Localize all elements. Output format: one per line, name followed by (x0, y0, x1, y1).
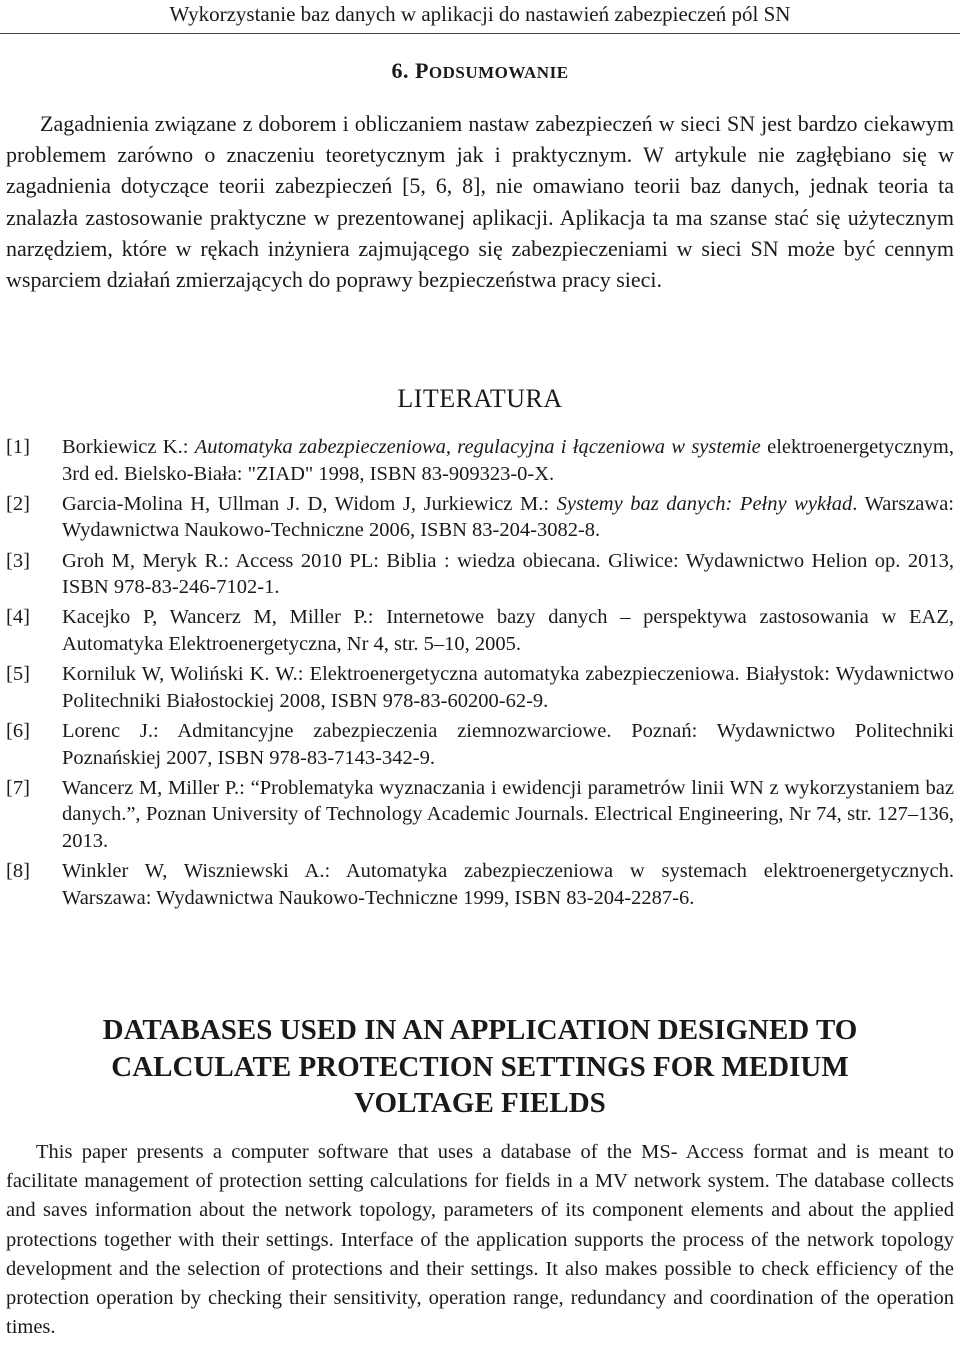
reference-item (6, 718, 954, 771)
reference-number: [7] (6, 776, 30, 799)
reference-authors: Wancerz M, Miller P.: (62, 776, 251, 799)
reference-number: [1] (6, 436, 30, 458)
english-title-line: DATABASES USED IN AN APPLICATION DESIGNED TO (102, 1014, 858, 1046)
running-header: Wykorzystanie baz danych w aplikacji do nastawień zabezpieczeń pól SN (0, 0, 960, 34)
reference-number: [5] (6, 663, 30, 686)
reference-item (6, 491, 954, 544)
reference-details: , Automatyka Elektroenergetyczna, Nr 4, str. 5–10, 2005. (62, 606, 954, 655)
reference-title: Elektroenergetyczna automatyka zabezpieczeniowa (309, 663, 735, 686)
section-title-rest: ODSUMOWANIE (428, 63, 569, 82)
reference-authors: Winkler W, Wiszniewski A.: (62, 860, 346, 883)
reference-authors: Korniluk W, Woliński K. W.: (62, 663, 310, 686)
reference-number: [2] (6, 492, 30, 515)
reference-number: [8] (6, 860, 30, 883)
reference-item (6, 775, 954, 855)
reference-item (6, 434, 954, 487)
reference-title: Problematyka wyznaczania i ewidencji parametrów linii WN z wykorzystaniem baz danych. (62, 776, 954, 826)
reference-authors: Lorenc J.: (62, 719, 178, 742)
reference-title: Access 2010 PL: Biblia : wiedza obiecana (235, 549, 596, 572)
reference-title: Systemy baz danych: Pełny wykład (556, 492, 853, 515)
reference-number: [3] (6, 549, 30, 572)
reference-details: ”, Poznan University of Technology Academic Journals. Electrical Engineering, Nr 74, str. 127–136, 2013. (62, 803, 954, 852)
reference-details: . Warszawa: Wydawnictwa Naukowo-Techniczne 2006, ISBN 83-204-3082-8. (62, 492, 954, 542)
reference-authors: Kacejko P, Wancerz M, Miller P.: (62, 606, 387, 629)
reference-details: . Białystok: Wydawnictwo Politechniki Białostockiej 2008, ISBN 978-83-60200-62-9. (62, 663, 954, 712)
reference-title: Internetowe bazy danych – perspektywa zastosowania w EAZ (386, 606, 949, 629)
section-number: 6. (391, 58, 409, 83)
literature-heading: LITERATURA (397, 384, 563, 413)
reference-item (6, 661, 954, 714)
reference-details: elektroenergetycznym, 3rd ed. Bielsko-Biała: "ZIAD" 1998, ISBN 83-909323-0-X. (62, 436, 954, 485)
reference-item (6, 548, 954, 601)
reference-list (6, 434, 954, 915)
reference-details: . Poznań: Wydawnictwo Politechniki Poznańskiej 2007, ISBN 978-83-7143-342-9. (62, 719, 954, 769)
english-title-line: VOLTAGE FIELDS (354, 1087, 606, 1119)
reference-title: Admitancyjne zabezpieczenia ziemnozwarciowe (177, 719, 607, 742)
reference-number: [4] (6, 606, 30, 629)
reference-title: Automatyka zabezpieczeniowa, regulacyjna i łączeniowa w systemie (194, 436, 761, 458)
reference-authors: Groh M, Meryk R.: (62, 549, 236, 572)
reference-item (6, 858, 954, 911)
reference-title: Automatyka zabezpieczeniowa w systemach elektroenergetycznych (345, 860, 949, 883)
english-title (40, 1012, 920, 1122)
reference-authors: Garcia-Molina H, Ullman J. D, Widom J, Jurkiewicz M.: (62, 492, 557, 515)
section-title-initial: P (414, 58, 429, 83)
reference-open-quote: “ (250, 776, 260, 799)
reference-item (6, 604, 954, 657)
reference-number: [6] (6, 719, 30, 742)
section-heading (0, 58, 960, 84)
conclusion-paragraph: Zagadnienia związane z doborem i obliczaniem nastaw zabezpieczeń w sieci SN jest bardzo ciekawym problemem zarówno o znaczeniu teoretycznym jak i praktycznym. W artykule nie zagłębiano się w zagadnienia dotyczące teorii zabezpieczeń [5, 6, 8], nie omawiano teorii baz danych, jednak teoria ta znalazła zastosowanie praktyczne w prezentowanej aplikacji. Aplikacja ta ma szanse stać się użytecznym narzędziem, które w rękach inżyniera zajmującego się zabezpieczeniami w sieci SN może być cennym wsparciem działań zmierzających do poprawy bezpieczeństwa pracy sieci. (6, 111, 954, 293)
reference-authors: Borkiewicz K.: (62, 436, 195, 458)
reference-details: . Gliwice: Wydawnictwo Helion op. 2013, ISBN 978-83-246-7102-1. (62, 549, 954, 599)
english-abstract: This paper presents a computer software that uses a database of the MS- Access format and is meant to facilitate management of protection setting calculations for fields in a MV network system. The database collects and saves information about the network topology, parameters of its component elements and about the applied protections together with their settings. Interface of the application supports the process of the network topology development and the selection of protections and their settings. It also makes possible to check efficiency of the protection operation by checking their sensitivity, operation range, redundancy and coordination of the operation times. (6, 1141, 954, 1339)
english-title-line: CALCULATE PROTECTION SETTINGS FOR MEDIUM (111, 1050, 849, 1083)
reference-details: . Warszawa: Wydawnictwa Naukowo-Techniczne 1999, ISBN 83-204-2287-6. (62, 860, 954, 909)
